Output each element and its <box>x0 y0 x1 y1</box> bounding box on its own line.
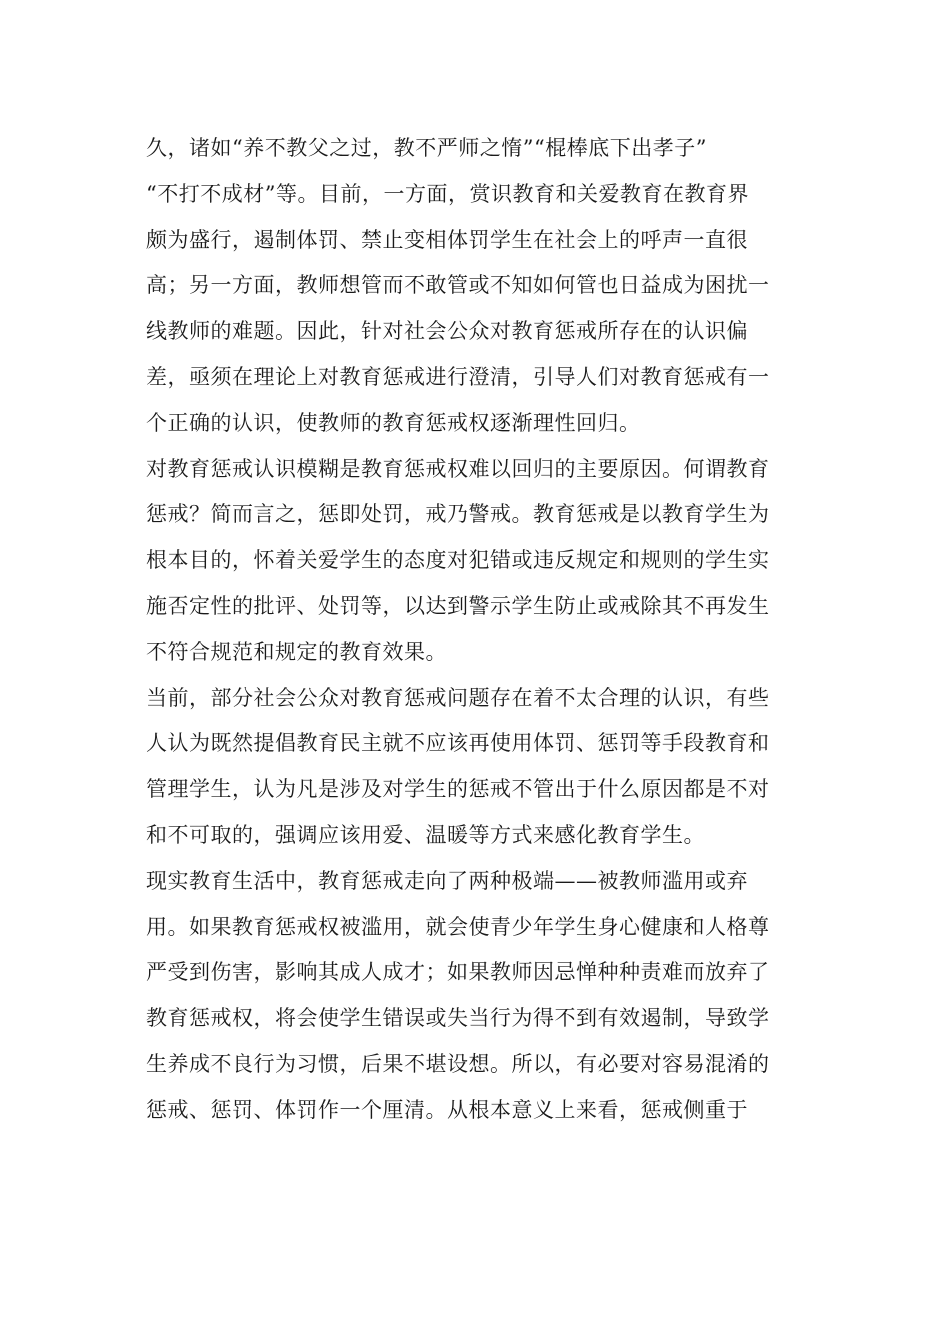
text-line: 惩戒、惩罚、体罚作一个厘清。从根本意义上来看，惩戒侧重于 <box>146 1097 748 1122</box>
text-line: 不符合规范和规定的教育效果。 <box>146 639 447 664</box>
text-line: 久，诸如“养不教父之过，教不严师之惰”“棍棒底下出孝子” <box>146 136 707 160</box>
text-line: 生养成不良行为习惯，后果不堪设想。所以，有必要对容易混淆的 <box>146 1051 770 1076</box>
text-line: 颇为盛行，遏制体罚、禁止变相体罚学生在社会上的呼声一直很 <box>146 227 748 252</box>
text-line: 惩戒？简而言之，惩即处罚，戒乃警戒。教育惩戒是以教育学生为 <box>146 502 770 527</box>
text-line: 当前，部分社会公众对教育惩戒问题存在着不太合理的认识，有些 <box>146 685 770 710</box>
text-line: 教育惩戒权，将会使学生错误或失当行为得不到有效遏制，导致学 <box>146 1006 770 1031</box>
text-line: 施否定性的批评、处罚等，以达到警示学生防止或戒除其不再发生 <box>146 593 770 618</box>
text-line: 差，亟须在理论上对教育惩戒进行澄清，引导人们对教育惩戒有一 <box>146 364 770 389</box>
text-line: 严受到伤害，影响其成人成才；如果教师因忌惮种种责难而放弃了 <box>146 960 770 985</box>
body-text <box>146 132 806 1140</box>
text-line: 人认为既然提倡教育民主就不应该再使用体罚、惩罚等手段教育和 <box>146 731 770 756</box>
text-line: 线教师的难题。因此，针对社会公众对教育惩戒所存在的认识偏 <box>146 319 748 344</box>
text-line: 根本目的，怀着关爱学生的态度对犯错或违反规定和规则的学生实 <box>146 548 770 573</box>
text-line: 现实教育生活中，教育惩戒走向了两种极端——被教师滥用或弃 <box>146 868 748 893</box>
text-line: 个正确的认识，使教师的教育惩戒权逐渐理性回归。 <box>146 410 641 435</box>
text-line: 管理学生，认为凡是涉及对学生的惩戒不管出于什么原因都是不对 <box>146 777 770 802</box>
text-line: 和不可取的，强调应该用爱、温暖等方式来感化教育学生。 <box>146 822 705 847</box>
text-line: 用。如果教育惩戒权被滥用，就会使青少年学生身心健康和人格尊 <box>146 914 770 939</box>
text-line: “不打不成材”等。目前，一方面，赏识教育和关爱教育在教育界 <box>146 181 749 206</box>
text-line: 高；另一方面，教师想管而不敢管或不知如何管也日益成为困扰一 <box>146 273 770 298</box>
text-line: 对教育惩戒认识模糊是教育惩戒权难以回归的主要原因。何谓教育 <box>146 456 770 481</box>
